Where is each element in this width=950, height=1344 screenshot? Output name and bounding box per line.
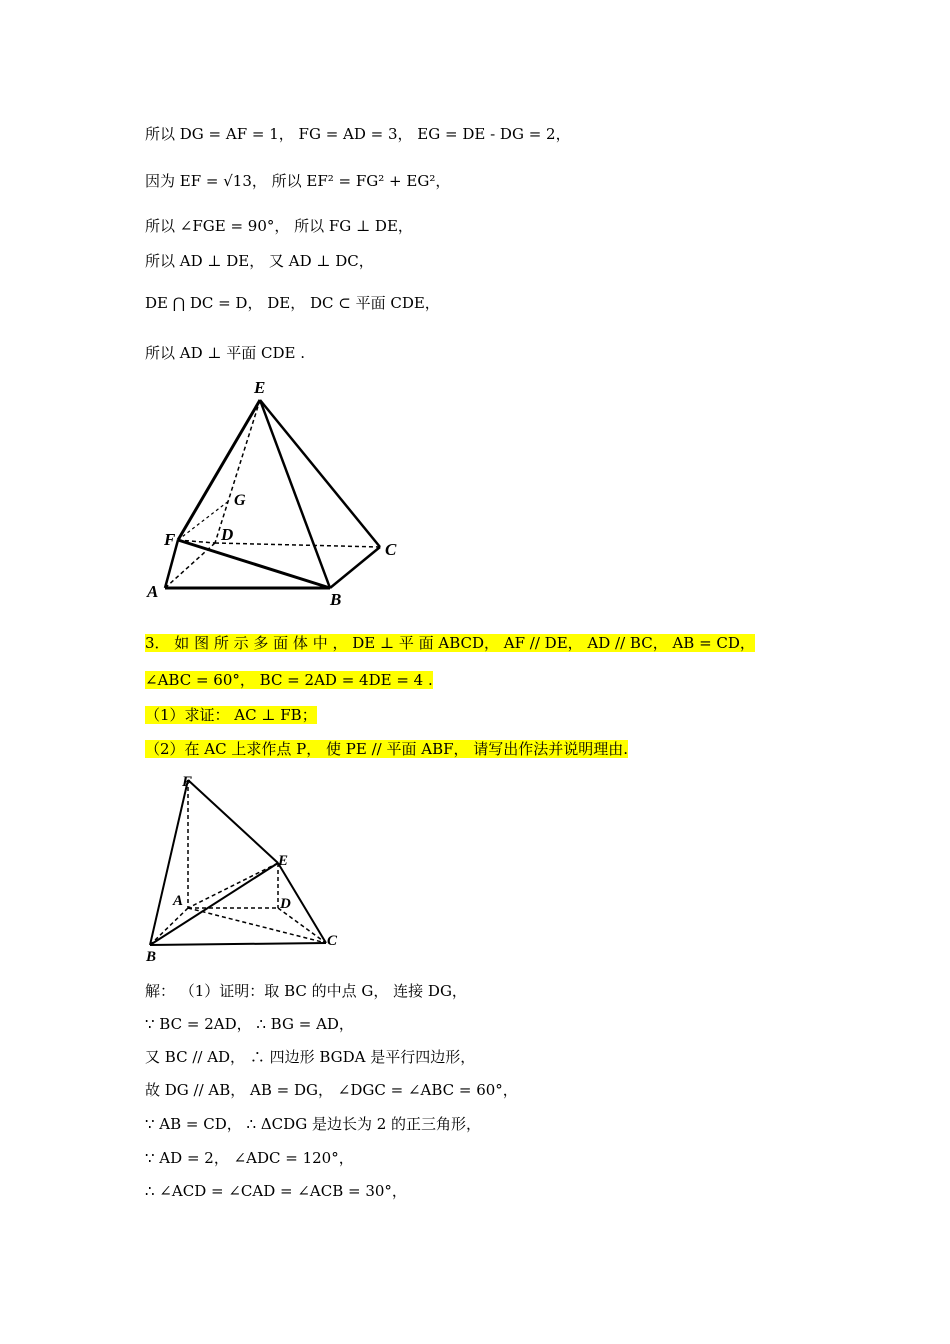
- proof-line-5: DE ⋂ DC = D， DE， DC ⊂ 平面 CDE，: [145, 294, 440, 312]
- problem-stem-b: ∠ABC = 60°， BC = 2AD = 4DE = 4 .: [145, 671, 433, 689]
- proof-line-6: 所以 AD ⊥ 平面 CDE .: [145, 344, 306, 362]
- solution-line-3: 又 BC // AD， ∴ 四边形 BGDA 是平行四边形，: [145, 1048, 476, 1066]
- vertex-label-A: A: [147, 582, 159, 601]
- solution-line-5: ∵ AB = CD， ∴ ΔCDG 是边长为 2 的正三角形，: [145, 1115, 482, 1133]
- polyhedron-figure: [140, 768, 350, 972]
- problem-stem-line-1: [145, 632, 755, 654]
- proof-line-4: 所以 AD ⊥ DE， 又 AD ⊥ DC，: [145, 252, 374, 270]
- vertex-label-F: F: [164, 530, 176, 549]
- solution-line-2: ∵ BC = 2AD， ∴ BG = AD，: [145, 1015, 354, 1033]
- problem-stem-a: 3． 如 图 所 示 多 面 体 中 ， DE ⊥ 平 面 ABCD， AF // DE， AD // BC， AB = CD，: [145, 634, 755, 652]
- vertex-label-D: D: [280, 896, 291, 912]
- solution-line-7: ∴ ∠ACD = ∠CAD = ∠ACB = 30°，: [145, 1182, 407, 1200]
- vertex-label-C: C: [385, 540, 397, 559]
- vertex-label-F: F: [182, 774, 193, 790]
- solution-line-4: 故 DG // AB， AB = DG， ∠DGC = ∠ABC = 60°，: [145, 1081, 518, 1099]
- question-1: （1）求证： AC ⊥ FB；: [145, 706, 317, 724]
- question-2: （2）在 AC 上求作点 P， 使 PE // 平面 ABF， 请写出作法并说明理由.: [145, 740, 629, 758]
- vertex-label-E: E: [278, 853, 289, 869]
- solution-line-1: 解： （1）证明：取 BC 的中点 G， 连接 DG，: [145, 982, 467, 1000]
- vertex-label-C: C: [327, 933, 338, 949]
- pyramid-figure: [140, 375, 410, 609]
- solution-line-6: ∵ AD = 2， ∠ADC = 120°，: [145, 1149, 354, 1167]
- question-2-line: [145, 738, 628, 760]
- question-1-line: [145, 704, 317, 726]
- vertex-label-G: G: [234, 492, 246, 509]
- problem-stem-line-2: [145, 669, 433, 691]
- vertex-label-A: A: [173, 893, 184, 909]
- proof-line-2: 因为 EF = √13， 所以 EF² = FG² + EG²，: [145, 172, 451, 190]
- proof-line-3: 所以 ∠FGE = 90°， 所以 FG ⊥ DE，: [145, 217, 413, 235]
- vertex-label-D: D: [221, 525, 234, 544]
- vertex-label-B: B: [330, 590, 342, 605]
- vertex-label-E: E: [254, 378, 266, 397]
- proof-line-1: 所以 DG = AF = 1， FG = AD = 3， EG = DE - DG = 2，: [145, 125, 571, 143]
- vertex-label-B: B: [146, 949, 157, 965]
